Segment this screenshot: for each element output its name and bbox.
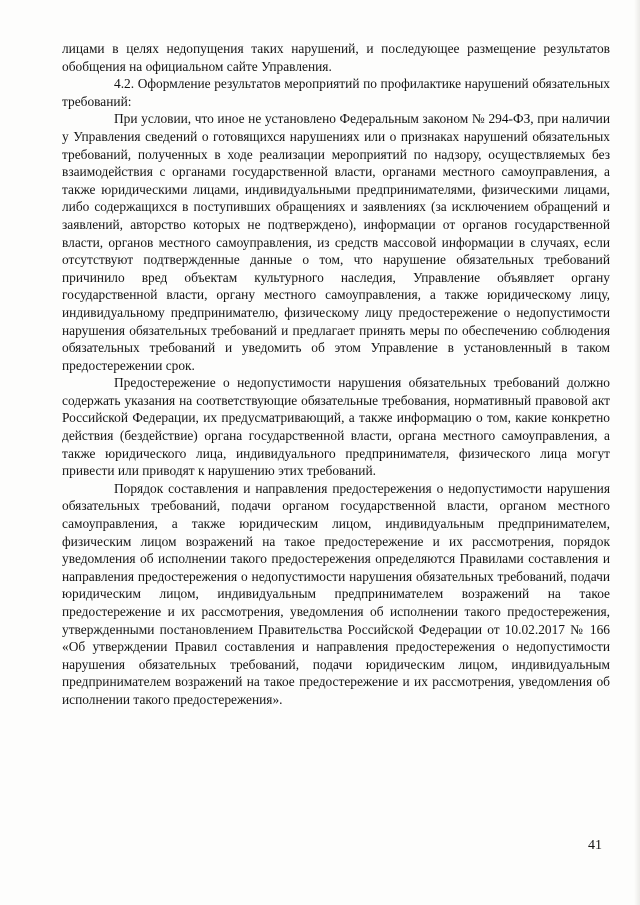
scan-edge xyxy=(634,0,640,905)
paragraph-warning-procedure: Порядок составления и направления предостережения о недопустимости нарушения обязательных требований, подачи органом государственной власти, органом местного самоуправления, а также юридическим лицом, индивидуальным предпринимателем, физическим лицом возражений на такое предостережение и их рассмотрения, порядок уведомления об исполнении такого предостережения определяются Правилами составления и направления предостережения о недопустимости нарушения обязательных требований, подачи юридическим лицом, индивидуальным предпринимателем возражений на такое предостережение и их рассмотрения, уведомления об исполнении такого предостережения, утвержденными постановлением Правительства Российской Федерации от 10.02.2017 № 166 «Об утверждении Правил составления и направления предостережения о недопустимости нарушения обязательных требований, подачи юридическим лицом, индивидуальным предпринимателем возражений на такое предостережение и их рассмотрения, уведомления об исполнении такого предостережения». xyxy=(62,480,610,707)
paragraph-warning-conditions: При условии, что иное не установлено Федеральным законом № 294-ФЗ, при наличии у Управления сведений о готовящихся нарушениях или о признаках нарушений обязательных требований, полученных в ходе реализации мероприятий по надзору, осуществляемых без взаимодействия с органами государственной власти, органами местного самоуправления, а также юридическими лицами, индивидуальными предпринимателями, физическими лицами, либо содержащихся в поступивших обращениях и заявлениях (за исключением обращений и заявлений, авторство которых не подтверждено), информации от органов государственной власти, органов местного самоуправления, из средств массовой информации в случаях, если отсутствуют подтвержденные данные о том, что нарушение обязательных требований причинило вред объектам культурного наследия, Управление объявляет органу государственной власти, органу местного самоуправления, а также юридическому лицу, индивидуальному предпринимателю, физическому лицу предостережение о недопустимости нарушения обязательных требований и предлагает принять меры по обеспечению соблюдения обязательных требований и уведомить об этом Управление в установленный в таком предостережении срок. xyxy=(62,111,610,373)
paragraph-warning-content: Предостережение о недопустимости нарушения обязательных требований должно содержать указания на соответствующие обязательные требования, нормативный правовой акт Российской Федерации, их предусматривающий, а также информацию о том, какие конкретно действия (бездействие) органа государственной власти, органа местного самоуправления, а также юридического лица, индивидуального предпринимателя, физического лица могут привести или приводят к нарушению этих требований. xyxy=(62,375,610,479)
paragraph-continuation: лицами в целях недопущения таких нарушений, и последующее размещение результатов обобщения на официальном сайте Управления. xyxy=(62,41,610,74)
section-heading-4-2: 4.2. Оформление результатов мероприятий по профилактике нарушений обязательных требований: xyxy=(62,76,610,109)
page-number: 41 xyxy=(588,838,602,853)
body-text xyxy=(62,40,610,709)
